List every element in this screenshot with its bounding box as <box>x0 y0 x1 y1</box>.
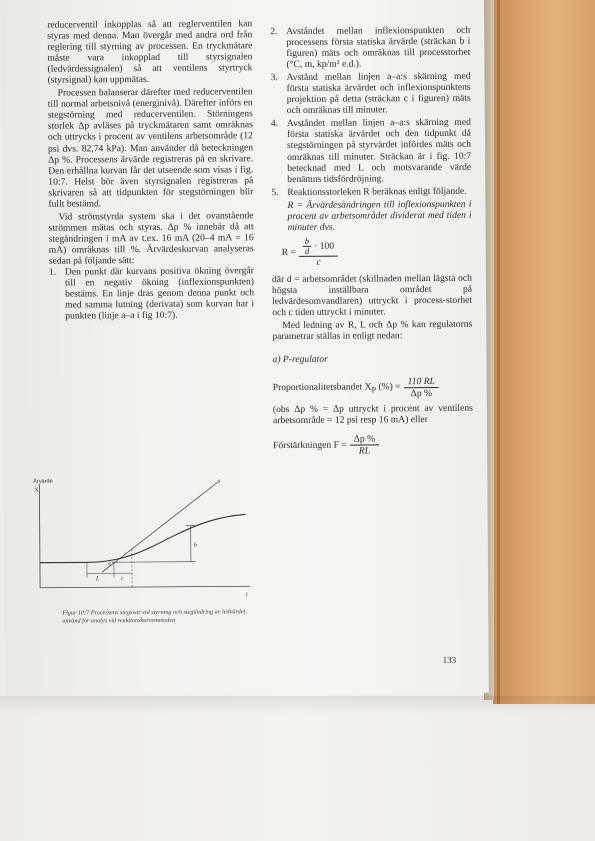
prop-numerator: 110 RL <box>404 376 439 388</box>
formula-proportional-band <box>273 376 473 400</box>
list-number: 2. <box>270 26 278 38</box>
paragraph-2: Processen balanserar därefter med reducerventilen till normal arbetsnivå (energinivå). Därefter införs en stegstörning med reducerventilen. Störningens storlek Δp avläses på tryckmätaren samt omräknas och uttrycks i procent av ventilens arbetsområde (12 psi dvs. 82,74 kPa). Man använder då beteckningen Δp %. Processens ärvärde registreras på en skrivare. Den erhållna kurvan får det utseende som visas i fig. 10:7. Helst bör även styrsignalen registreras på skrivaren så att tidpunkten för stegstörningen blir fullt bestämd. <box>47 86 254 210</box>
page-shadow <box>0 696 595 714</box>
list-text: Avstånd mellan linjen a–a:s skärning med första statiska ärvärdet och inflexionspunktens projektion på detta (sträckan c i figuren) mäts och omräknas till minuter. <box>286 70 471 117</box>
list-text: Reaktionsstorleken R beräknas enligt följande. <box>287 185 467 198</box>
formula-r-fraction <box>299 236 338 267</box>
y-axis-label: Ärvärde <box>33 478 53 485</box>
list-item <box>271 185 471 197</box>
list-item <box>270 25 470 71</box>
formula-b-over-d <box>303 237 311 256</box>
formula-r <box>282 236 472 268</box>
gain-denominator: RL <box>358 445 371 457</box>
y-axis-letter: X <box>34 487 39 494</box>
label-c: c <box>121 576 124 583</box>
label-a-bottom: a <box>107 561 111 568</box>
figure-caption: Figur 10:7 Processens stegsvar vid styrning och stegändring av ledvärdet, använd för analys vid reaktionskurvemetoden <box>62 608 247 625</box>
label-a-top: a <box>217 478 221 485</box>
step-response-figure <box>31 476 260 608</box>
formula-gain <box>273 433 473 457</box>
list-text: Den punkt där kurvans positiva ökning övergår till en negativ ökning (inflexionspunkten) bestäms. En linje dras genom denna punkt och med samma lutning (derivata) som kurvan har i punkten (linje a–a i fig 10:7). <box>64 265 255 322</box>
list-number: 3. <box>270 72 278 84</box>
left-column <box>47 18 254 324</box>
right-column <box>270 25 473 462</box>
formula-times-100: · 100 <box>314 240 335 252</box>
section-heading-p-regulator: a) P-regulator <box>272 353 328 366</box>
formula-b: b <box>303 237 311 247</box>
list-number: 1. <box>48 266 57 278</box>
label-t: t <box>246 592 248 599</box>
gain-numerator: Δp % <box>350 434 379 446</box>
book-cover-edge <box>493 0 595 704</box>
tangent-line-a-a <box>101 482 218 572</box>
response-curve <box>40 514 246 562</box>
list-number: 4. <box>270 118 279 130</box>
paragraph-1: reducerventil inkopplas så att reglerventilen kan styras med denna. Man övergår med andra ord från reglering till styrning av processen. En tryckmätare måste vara inkopplad till styrsignalen (ledvärdessignalen) så att ventilens styrtryck (styrsignal) kan uppmätas. <box>47 18 253 86</box>
obs-note: (obs Δp % = Δp uttryckt i procent av ventilens arbetsområde = 12 psi resp 16 mA) eller <box>272 403 473 427</box>
gain-fraction <box>350 434 380 457</box>
step-response-diagram <box>31 476 260 608</box>
formula-r-lhs: R = <box>281 246 297 258</box>
paragraph-3: Vid strömstyrda system ska i det ovanstående strömmen mätas och styras. Δp % innebär då att stegändringen i mA av t.ex. 16 mA (20–4 mA = 16 mA) omräknas till %. Ärvärdeskurvan analyseras sedan på följande sätt: <box>48 210 254 267</box>
formula-d: d <box>304 246 310 256</box>
list-text: Avståndet mellan inflexionspunkten och processens första statiska ärvärde (sträckan b i figuren) mäts och omräknas till processtorhet (°C, m, kp/m² e.d.). <box>286 24 471 71</box>
analysis-steps-left <box>49 265 254 322</box>
formula-r-numerator <box>299 236 338 256</box>
list-item <box>271 71 471 117</box>
list-item <box>271 117 471 185</box>
list-number: 5. <box>271 186 279 198</box>
label-L: L <box>96 576 100 583</box>
formula-c: c <box>316 256 321 268</box>
prop-fraction <box>404 376 439 399</box>
list-text: Avståndet mellan linjen a–a:s skärning med första statiska ärvärdet och den tidpunkt då stegstörningen på styrvärdet infördes mäts och omräknas till minuter. Sträckan är i fig. 10:7 betecknad med L och motsvarande värde benämns tidsfördröjning. <box>286 117 472 185</box>
guidance-paragraph: Med ledning av R, L och Δp % kan regulatorns parametrar ställas in enligt nedan: <box>272 318 473 343</box>
prop-subscript: P <box>371 385 377 395</box>
x-axis <box>40 586 250 587</box>
prop-denominator: Δp % <box>410 388 433 400</box>
y-axis <box>39 484 40 588</box>
gain-label: Förstärkningen F = <box>273 440 347 452</box>
page-number: 133 <box>442 654 457 665</box>
list-item <box>49 265 254 322</box>
prop-label: Proportionalitetsbandet $X_P$ (%) = <box>272 380 401 395</box>
d-definition: där d = arbetsområdet (skillnaden mellan lägsta och högsta inställbara området på ledvärdesomvandlaren) uttryckt i process-storhet och c tiden uttryckt i minuter. <box>271 272 473 319</box>
r-definition: R = Ärvärdesändringen till inflexionspunkten i procent av arbetsområdet dividerat med tiden i minuter dvs. <box>287 198 472 233</box>
analysis-steps-right <box>270 25 471 198</box>
label-b: b <box>193 542 197 549</box>
